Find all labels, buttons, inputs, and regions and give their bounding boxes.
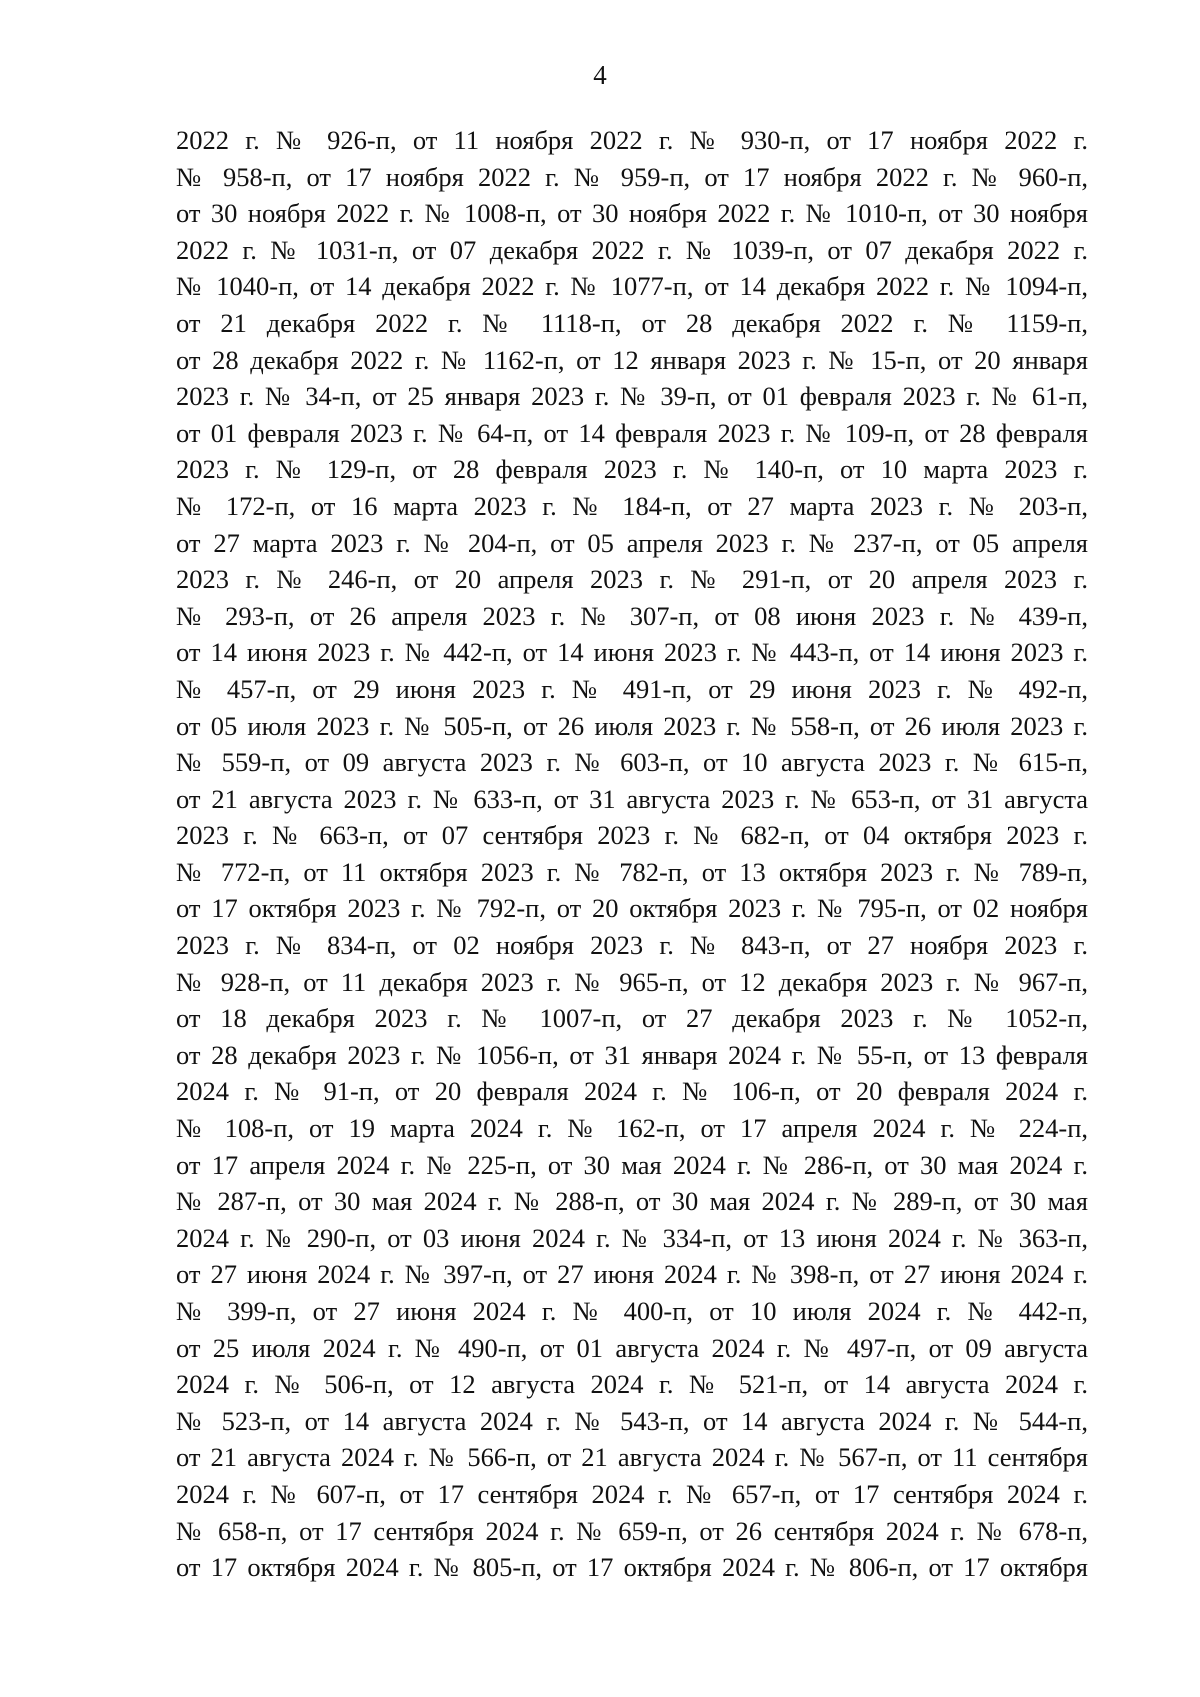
text-line: 2023 г. № 834-п, от 02 ноября 2023 г. № 843-п, от 27 ноября 2023 г.: [176, 930, 1088, 961]
text-line: № 287-п, от 30 мая 2024 г. № 288-п, от 30 мая 2024 г. № 289-п, от 30 мая: [176, 1186, 1088, 1217]
text-line: № 1040-п, от 14 декабря 2022 г. № 1077-п, от 14 декабря 2022 г. № 1094-п,: [176, 271, 1088, 302]
text-line: № 523-п, от 14 августа 2024 г. № 543-п, от 14 августа 2024 г. № 544-п,: [176, 1405, 1088, 1436]
page-number: 4: [593, 60, 607, 90]
text-line: 2024 г. № 506-п, от 12 августа 2024 г. № 521-п, от 14 августа 2024 г.: [176, 1369, 1088, 1400]
text-line: от 14 июня 2023 г. № 442-п, от 14 июня 2023 г. № 443-п, от 14 июня 2023 г.: [176, 637, 1088, 668]
text-line: от 17 октября 2024 г. № 805-п, от 17 октября 2024 г. № 806-п, от 17 октября: [176, 1552, 1088, 1583]
text-line: от 25 июля 2024 г. № 490-п, от 01 августа 2024 г. № 497-п, от 09 августа: [176, 1332, 1088, 1363]
text-line: от 28 декабря 2022 г. № 1162-п, от 12 января 2023 г. № 15-п, от 20 января: [176, 344, 1088, 375]
text-line: № 108-п, от 19 марта 2024 г. № 162-п, от 17 апреля 2024 г. № 224-п,: [176, 1113, 1088, 1144]
text-line: от 01 февраля 2023 г. № 64-п, от 14 февраля 2023 г. № 109-п, от 28 февраля: [176, 417, 1088, 448]
text-line: № 293-п, от 26 апреля 2023 г. № 307-п, от 08 июня 2023 г. № 439-п,: [176, 600, 1088, 631]
text-line: от 28 декабря 2023 г. № 1056-п, от 31 января 2024 г. № 55-п, от 13 февраля: [176, 1039, 1088, 1070]
text-line: от 18 декабря 2023 г. № 1007-п, от 27 декабря 2023 г. № 1052-п,: [176, 1003, 1088, 1034]
text-line: от 21 августа 2024 г. № 566-п, от 21 августа 2024 г. № 567-п, от 11 сентября: [176, 1442, 1088, 1473]
text-line: от 27 марта 2023 г. № 204-п, от 05 апреля 2023 г. № 237-п, от 05 апреля: [176, 527, 1088, 558]
text-line: 2022 г. № 1031-п, от 07 декабря 2022 г. № 1039-п, от 07 декабря 2022 г.: [176, 234, 1088, 265]
text-line: 2023 г. № 129-п, от 28 февраля 2023 г. № 140-п, от 10 марта 2023 г.: [176, 454, 1088, 485]
text-line: 2024 г. № 290-п, от 03 июня 2024 г. № 334-п, от 13 июня 2024 г. № 363-п,: [176, 1222, 1088, 1253]
text-line: 2024 г. № 91-п, от 20 февраля 2024 г. № 106-п, от 20 февраля 2024 г.: [176, 1076, 1088, 1107]
text-line: от 17 октября 2023 г. № 792-п, от 20 октября 2023 г. № 795-п, от 02 ноября: [176, 893, 1088, 924]
text-line: 2024 г. № 607-п, от 17 сентября 2024 г. № 657-п, от 17 сентября 2024 г.: [176, 1478, 1088, 1509]
text-line: 2022 г. № 926-п, от 11 ноября 2022 г. № 930-п, от 17 ноября 2022 г.: [176, 125, 1088, 155]
text-line: от 17 апреля 2024 г. № 225-п, от 30 мая 2024 г. № 286-п, от 30 мая 2024 г.: [176, 1149, 1088, 1180]
text-line: от 05 июля 2023 г. № 505-п, от 26 июля 2023 г. № 558-п, от 26 июля 2023 г.: [176, 710, 1088, 741]
body-text: [176, 122, 1088, 1586]
text-line: № 772-п, от 11 октября 2023 г. № 782-п, от 13 октября 2023 г. № 789-п,: [176, 856, 1088, 887]
text-line: № 928-п, от 11 декабря 2023 г. № 965-п, от 12 декабря 2023 г. № 967-п,: [176, 966, 1088, 997]
text-line: № 457-п, от 29 июня 2023 г. № 491-п, от 29 июня 2023 г. № 492-п,: [176, 673, 1088, 704]
text-line: от 21 декабря 2022 г. № 1118-п, от 28 декабря 2022 г. № 1159-п,: [176, 307, 1088, 338]
text-line: от 30 ноября 2022 г. № 1008-п, от 30 ноября 2022 г. № 1010-п, от 30 ноября: [176, 198, 1088, 229]
text-line: № 658-п, от 17 сентября 2024 г. № 659-п, от 26 сентября 2024 г. № 678-п,: [176, 1515, 1088, 1546]
text-line: 2023 г. № 34-п, от 25 января 2023 г. № 39-п, от 01 февраля 2023 г. № 61-п,: [176, 381, 1088, 412]
text-line: № 958-п, от 17 ноября 2022 г. № 959-п, от 17 ноября 2022 г. № 960-п,: [176, 161, 1088, 192]
text-line: № 559-п, от 09 августа 2023 г. № 603-п, от 10 августа 2023 г. № 615-п,: [176, 747, 1088, 778]
text-line: 2023 г. № 246-п, от 20 апреля 2023 г. № 291-п, от 20 апреля 2023 г.: [176, 564, 1088, 595]
text-line: № 399-п, от 27 июня 2024 г. № 400-п, от 10 июля 2024 г. № 442-п,: [176, 1296, 1088, 1326]
text-line: от 27 июня 2024 г. № 397-п, от 27 июня 2024 г. № 398-п, от 27 июня 2024 г.: [176, 1259, 1088, 1290]
text-line: от 21 августа 2023 г. № 633-п, от 31 августа 2023 г. № 653-п, от 31 августа: [176, 783, 1088, 814]
text-line: № 172-п, от 16 марта 2023 г. № 184-п, от 27 марта 2023 г. № 203-п,: [176, 490, 1088, 521]
text-line: 2023 г. № 663-п, от 07 сентября 2023 г. № 682-п, от 04 октября 2023 г.: [176, 820, 1088, 851]
